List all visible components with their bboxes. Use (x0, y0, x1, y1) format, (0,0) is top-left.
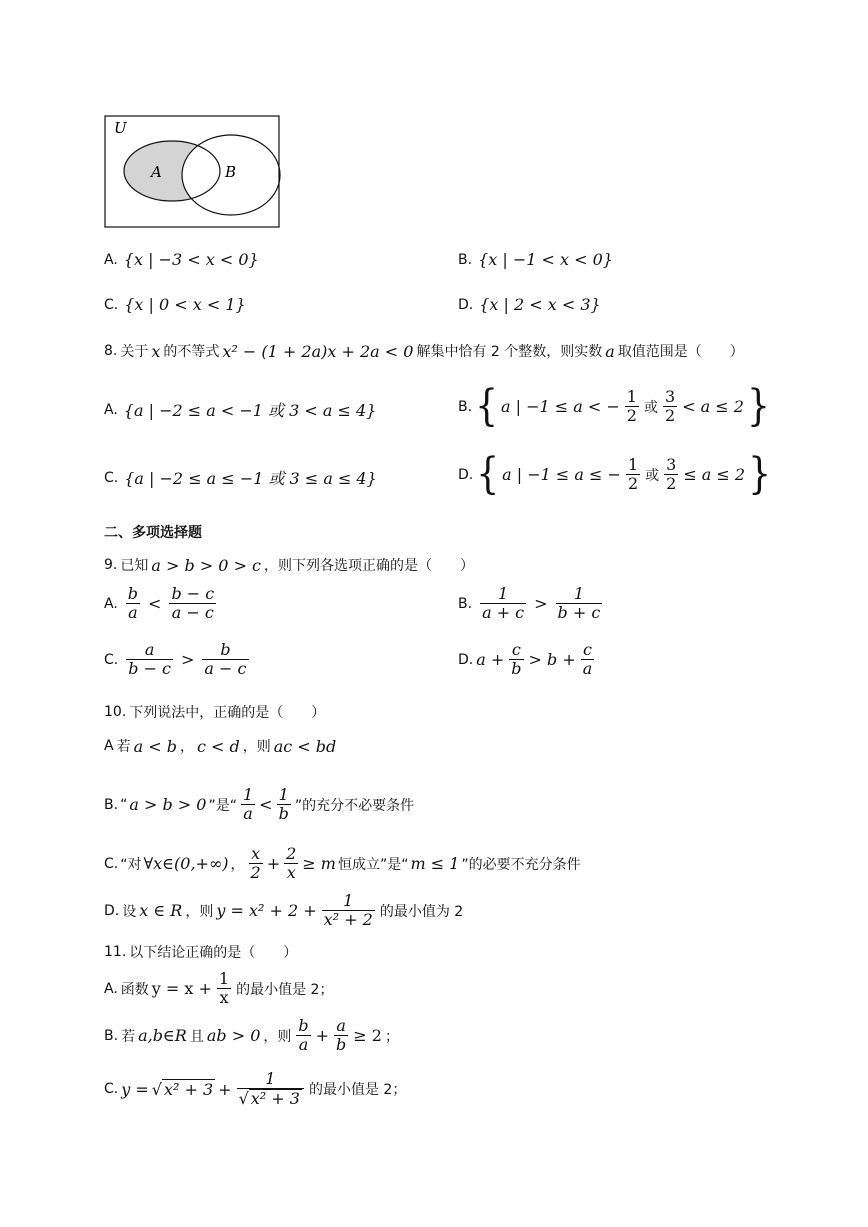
q11-option-c: C. y = √ x² + 3 + 1 √ x² + 3 的最小值是 2； (104, 1069, 407, 1108)
fraction: $\frac{3}{2}$ (664, 387, 676, 425)
q10-stem: 10. 下列说法中，正确的是（ ） (104, 704, 326, 721)
square-root: √ x² + 3 (151, 1080, 214, 1099)
q10-option-c: C. “对 ∀x∈(0,+∞) ， $\frac{x}{2}$ + $\frac{2}{x}$ ≥ m 恒成立”是“ m ≤ 1 ”的必要不充分条件 (104, 844, 581, 882)
q7-option-a: A. {x | −3 < x < 0} (104, 250, 259, 269)
q8-option-b: B. { a | −1 ≤ a < − $\frac{1}{2}$ 或 $\frac{3}{2}$ < a ≤ 2 } (458, 381, 770, 431)
section-heading: 二、多项选择题 (104, 525, 202, 541)
venn-diagram (104, 115, 282, 229)
fraction: $\frac{2}{x}$ (286, 844, 297, 882)
q9-option-c: C. $\frac{a}{b - c}$ > $\frac{b}{a - c}$ (104, 640, 247, 678)
fraction: $\frac{1}{2}$ (627, 455, 639, 493)
q9-option-d: D. a + $\frac{c}{b}$ > b + $\frac{c}{a}$ (458, 640, 593, 678)
venn-label-b: B (225, 163, 237, 181)
fraction: 1 √ x² + 3 (237, 1070, 304, 1108)
fraction: $\frac{a}{b}$ (336, 1016, 347, 1054)
fraction: $\frac{1}{x}$ (218, 969, 230, 1007)
venn-label-u: U (114, 119, 127, 137)
q9-option-a: A. $\frac{b}{a}$ < $\frac{b - c}{a - c}$ (104, 584, 215, 622)
fraction: $\frac{3}{2}$ (666, 455, 677, 493)
venn-label-a: A (151, 163, 162, 181)
q8-option-c: C. {a | −2 ≤ a ≤ −1 或 3 ≤ a ≤ 4} (104, 469, 377, 488)
fraction: $\frac{b}{a}$ (127, 584, 139, 622)
q11-stem: 11. 以下结论正确的是（ ） (104, 944, 298, 961)
q9-stem: 9. 已知 a > b > 0 > c ，则下列各选项正确的是（ ） (104, 555, 475, 575)
fraction: $\frac{x}{2}$ (250, 844, 261, 882)
fraction: $\frac{1}{a + c}$ (482, 584, 525, 622)
q8-stem: 8. 关于 x 的不等式 x² − (1 + 2a)x + 2a < 0 解集中恰有 2 个整数，则实数 a 取值范围是（ ） (104, 341, 744, 361)
fraction: $\frac{a}{b - c}$ (128, 640, 172, 678)
q10-option-d: D. 设 x ∈ R ，则 y = x² + 2 + $\frac{1}{\text{x² + 2}}$ 的最小值为 2 (104, 891, 464, 929)
q10-option-a: A 若 a < b ， c < d ，则 ac < bd (104, 736, 337, 756)
q11-option-b: B. 若 a,b∈R 且 ab > 0 ，则 $\frac{b}{a}$ + $\frac{a}{b}$ ≥ 2 ； (104, 1016, 399, 1054)
fraction: $\frac{1}{b}$ (278, 785, 289, 823)
fraction: $\frac{b}{a}$ (298, 1016, 309, 1054)
q8-option-d: D. { a | −1 ≤ a ≤ − $\frac{1}{2}$ 或 $\frac{3}{2}$ ≤ a ≤ 2 } (458, 449, 772, 499)
fraction: $\frac{c}{b}$ (511, 640, 522, 678)
q10-option-b: B. “ a > b > 0 ”是“ $\frac{1}{a}$ < $\frac{1}{b}$ ”的充分不必要条件 (104, 785, 415, 823)
fraction: $\frac{b}{a - c}$ (204, 640, 247, 678)
q7-option-c: C. {x | 0 < x < 1} (104, 295, 246, 314)
q11-option-a: A. 函数 y = x + $\frac{1}{x}$ 的最小值是 2； (104, 969, 334, 1007)
fraction: $\frac{1}{\text{x² + 2}}$ (323, 891, 373, 929)
q9-option-b: B. $\frac{1}{a + c}$ > $\frac{1}{b + c}$ (458, 584, 601, 622)
q7-option-b: B. {x | −1 < x < 0} (458, 250, 613, 269)
fraction: $\frac{1}{b + c}$ (557, 584, 601, 622)
fraction: $\frac{1}{2}$ (626, 387, 637, 425)
q8-option-a: A. {a | −2 ≤ a < −1 或 3 < a ≤ 4} (104, 401, 377, 420)
fraction: $\frac{1}{a}$ (242, 785, 254, 823)
q7-option-d: D. {x | 2 < x < 3} (458, 295, 601, 314)
fraction: $\frac{c}{a}$ (582, 640, 593, 678)
fraction: $\frac{b - c}{a - c}$ (171, 584, 215, 622)
